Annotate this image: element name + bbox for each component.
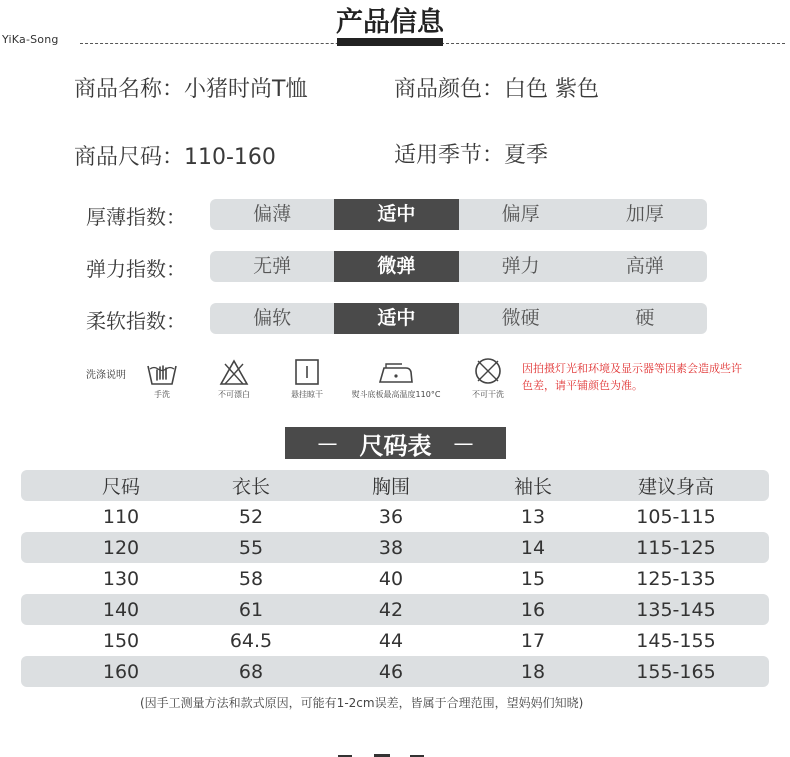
care-title: 洗涤说明: [86, 370, 126, 381]
color-note: 因拍摄灯光和环境及显示器等因素会造成些许色差，请平铺颜色为准。: [522, 362, 742, 392]
elasticity-scale: [210, 251, 707, 282]
table-row: [21, 563, 769, 594]
cell-length: 58: [238, 567, 264, 590]
size-chart-title: [285, 427, 506, 459]
softness-option: 硬: [635, 307, 655, 329]
care-no-dry-clean: [466, 356, 510, 400]
cell-size: 110: [102, 505, 140, 528]
product-color: 商品颜色：白色 紫色: [394, 77, 599, 102]
table-row: [21, 625, 769, 656]
cell-size: 140: [102, 598, 140, 621]
table-row: [21, 532, 769, 563]
cell-chest: 38: [378, 536, 404, 559]
product-size: 商品尺码：110-160: [74, 145, 276, 170]
thickness-option-selected: 适中: [334, 199, 458, 230]
softness-option: 微硬: [501, 307, 540, 329]
cell-chest: 42: [378, 598, 404, 621]
size-chart-heading: 尺码表: [359, 431, 432, 460]
care-label: 熨斗底板最高温度110°C: [351, 390, 441, 399]
no-bleach-icon: [219, 358, 249, 386]
care-no-bleach: [212, 358, 256, 400]
care-iron: [340, 358, 452, 400]
softness-scale: [210, 303, 707, 334]
cell-length: 64.5: [229, 629, 273, 652]
care-label: 悬挂晾干: [291, 390, 323, 399]
thickness-option: 偏厚: [501, 203, 540, 225]
product-name: 商品名称：小猪时尚T恤: [74, 77, 308, 102]
header-length: 衣长: [231, 476, 270, 498]
cell-sleeve: 13: [520, 505, 546, 528]
header-size: 尺码: [101, 476, 140, 498]
cell-size: 120: [102, 536, 140, 559]
title-underline: [337, 38, 443, 46]
softness-option-selected: 适中: [334, 303, 458, 334]
care-label: 不可漂白: [218, 390, 250, 399]
cell-length: 55: [238, 536, 264, 559]
cell-size: 150: [102, 629, 140, 652]
cell-sleeve: 17: [520, 629, 546, 652]
thickness-label: 厚薄指数：: [86, 205, 186, 229]
cell-height: 155-165: [636, 660, 716, 683]
elasticity-option: 无弹: [253, 255, 292, 277]
elasticity-option: 高弹: [625, 255, 664, 277]
no-dry-clean-icon: [473, 356, 503, 386]
cell-chest: 40: [378, 567, 404, 590]
table-row: [21, 656, 769, 687]
hand-wash-icon: [145, 358, 179, 386]
title-dash: —: [317, 431, 338, 455]
elasticity-label: 弹力指数：: [86, 257, 186, 281]
care-label: 手洗: [154, 390, 170, 399]
softness-option: 偏软: [253, 307, 292, 329]
cell-sleeve: 14: [520, 536, 546, 559]
cell-height: 145-155: [636, 629, 716, 652]
elasticity-option-selected: 微弹: [334, 251, 458, 282]
cell-chest: 44: [378, 629, 404, 652]
cell-height: 105-115: [636, 505, 716, 528]
cell-chest: 36: [378, 505, 404, 528]
size-table: [21, 470, 769, 687]
measurement-footnote: (因手工测量方法和款式原因，可能有1-2cm误差，皆属于合理范围，望妈妈们知晓): [140, 696, 584, 710]
header-chest: 胸围: [371, 476, 410, 498]
table-row: [21, 594, 769, 625]
header-sleeve: 袖长: [513, 476, 552, 498]
table-header-row: [21, 470, 769, 501]
cell-height: 135-145: [636, 598, 716, 621]
cell-height: 125-135: [636, 567, 716, 590]
table-row: [21, 501, 769, 532]
cell-length: 52: [238, 505, 264, 528]
cell-size: 130: [102, 567, 140, 590]
cell-sleeve: 18: [520, 660, 546, 683]
care-hang-dry: [284, 358, 330, 400]
page-title: 产品信息: [336, 7, 444, 38]
care-hand-wash: [142, 358, 182, 400]
cell-sleeve: 15: [520, 567, 546, 590]
thickness-scale: [210, 199, 707, 230]
thickness-option: 偏薄: [253, 203, 292, 225]
thickness-option: 加厚: [625, 203, 664, 225]
iron-icon: [376, 358, 416, 386]
cutoff-glyphs: [330, 746, 440, 757]
cell-length: 61: [238, 598, 264, 621]
cell-chest: 46: [378, 660, 404, 683]
cell-sleeve: 16: [520, 598, 546, 621]
cell-length: 68: [238, 660, 264, 683]
title-dash: —: [453, 431, 474, 455]
elasticity-option: 弹力: [501, 255, 540, 277]
cell-height: 115-125: [636, 536, 716, 559]
next-section-heading-cutoff: [330, 744, 440, 757]
cell-size: 160: [102, 660, 140, 683]
brand-name: YiKa-Song: [2, 33, 59, 46]
product-season: 适用季节：夏季: [394, 143, 549, 168]
hang-dry-icon: [293, 358, 321, 386]
header-height: 建议身高: [637, 476, 714, 498]
care-label: 不可干洗: [472, 390, 504, 399]
softness-label: 柔软指数：: [86, 309, 186, 333]
